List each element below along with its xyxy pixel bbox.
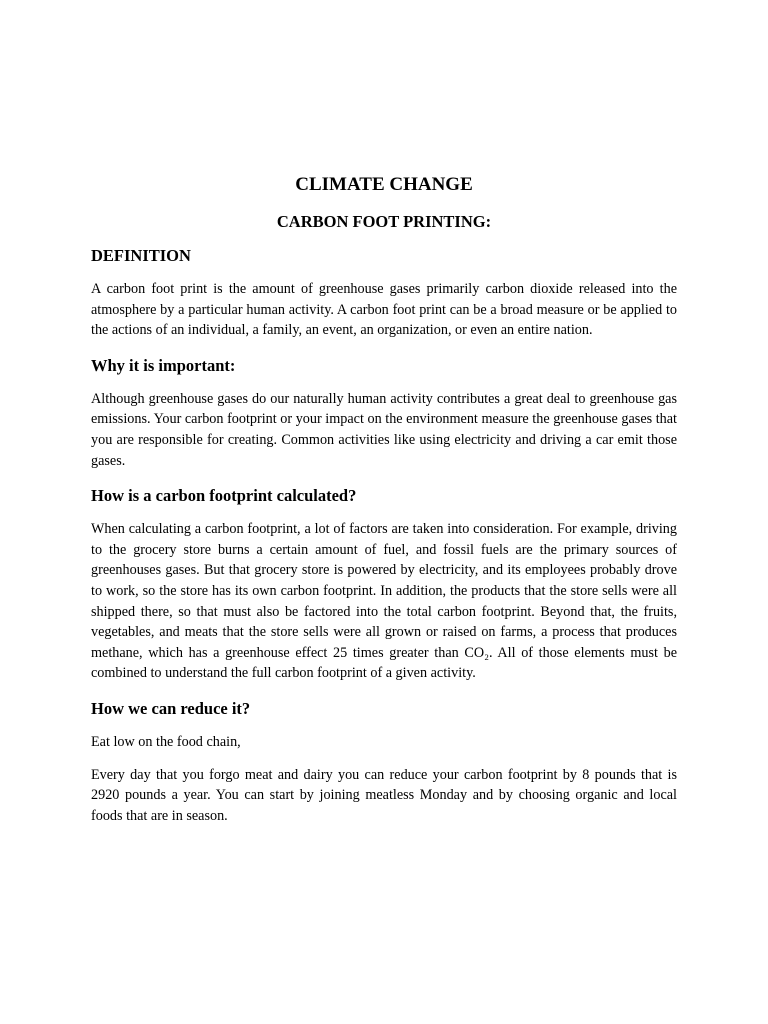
- section-paragraph: Although greenhouse gases do our naturally human activity contributes a great deal to greenhouse gas emissions. Your carbon footprint or your impact on the environment measure the greenhouse gases that you are responsible for creating. Common activities like using electricity and driving a car emit those gases.: [91, 390, 677, 469]
- section-heading: How we can reduce it?: [91, 698, 251, 718]
- section-definition: [91, 245, 677, 341]
- section-why-important: [91, 355, 677, 471]
- document-subtitle: CARBON FOOT PRINTING:: [276, 212, 492, 231]
- section-how-calculated: [91, 485, 677, 684]
- section-heading: Why it is important:: [91, 355, 236, 375]
- section-how-reduce: [91, 698, 677, 826]
- section-heading: How is a carbon footprint calculated?: [91, 486, 357, 506]
- section-paragraph: Eat low on the food chain,: [91, 733, 241, 750]
- section-heading: DEFINITION: [91, 246, 191, 265]
- document-title: CLIMATE CHANGE: [295, 174, 473, 195]
- section-paragraph: When calculating a carbon footprint, a lot of factors are taken into consideration. For example, driving to the grocery store burns a certain amount of fuel, and fossil fuels are the primary sources of greenhouses gases. But that grocery store is powered by electricity, and its employees probably drove to work, so the store has its own carbon footprint. In addition, the products that the store sells were all shipped there, so that must also be factored into the total carbon footprint. Beyond that, the fruits, vegetables, and meats that the store sells were all grown or raised on farms, a process that produces methane, which has a greenhouse effect 25 times greater than CO₂. All of those elements must be combined to understand the full carbon footprint of a given activity.: [91, 521, 677, 682]
- section-paragraph: A carbon foot print is the amount of greenhouse gases primarily carbon dioxide released into the atmosphere by a particular human activity. A carbon foot print can be a broad measure or be applied to the actions of an individual, a family, an event, an organization, or even an entire nation.: [91, 281, 677, 339]
- section-paragraph: Every day that you forgo meat and dairy you can reduce your carbon footprint by 8 pounds that is 2920 pounds a year. You can start by joining meatless Monday and by choosing organic and local foods that are in season.: [91, 766, 677, 824]
